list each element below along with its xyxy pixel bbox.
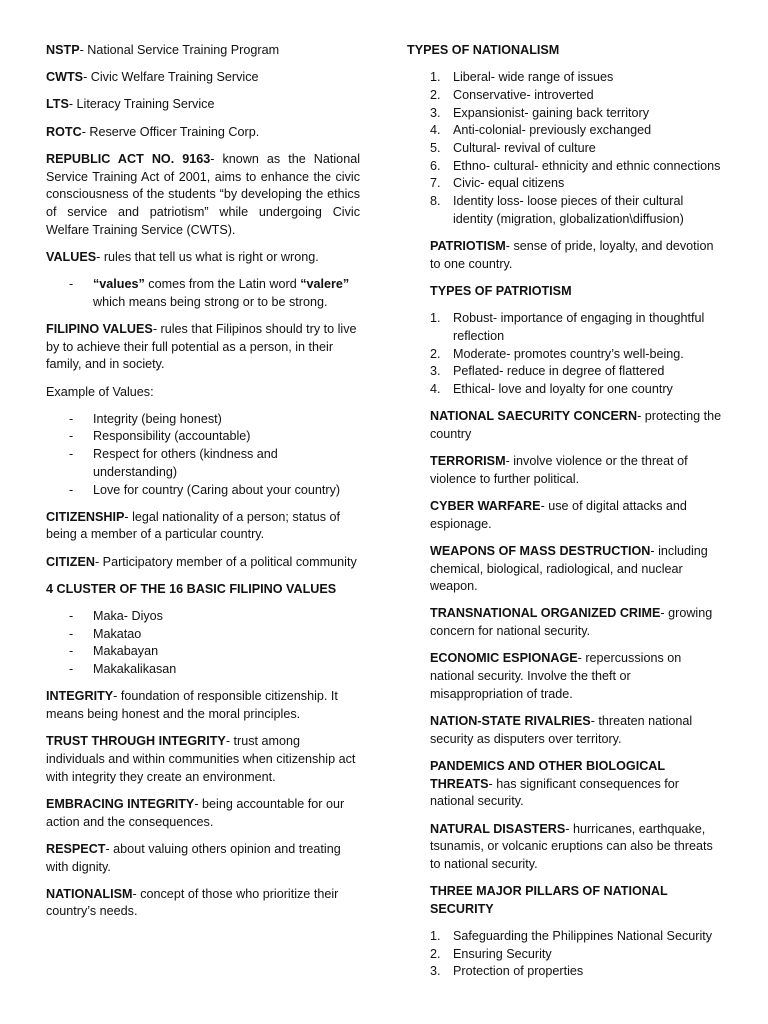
item-text: Safeguarding the Philippines National Security: [453, 929, 713, 944]
list-item: [430, 193, 722, 228]
definition-text: - threaten national security as disputers over territory.: [430, 714, 693, 746]
list-item: - Respect for others (kindness and understanding): [46, 446, 360, 481]
dash-list: [46, 608, 360, 679]
definition-citizen: [46, 554, 360, 572]
definition-text: - Literacy Training Service: [68, 97, 215, 112]
term: NATIONAL SAECURITY CONCERN: [430, 409, 638, 424]
item-text: Ethno- cultural- ethnicity and ethnic connections: [453, 158, 721, 173]
list-item: [46, 276, 360, 311]
term: ROTC: [46, 124, 82, 139]
definition-pandemics-and-other-biological-threats: [430, 758, 722, 811]
definition-lts: [46, 96, 360, 114]
list-item: [430, 87, 722, 105]
list-item: - Makatao: [46, 626, 360, 644]
bold-text: “valere”: [300, 277, 350, 292]
definition-text: - protecting the country: [430, 409, 722, 441]
term: CWTS: [46, 70, 84, 85]
list-item: [430, 310, 722, 345]
definition-text: - growing concern for national security.: [430, 606, 713, 639]
term: TRUST THROUGH INTEGRITY: [46, 734, 226, 749]
term: CITIZENSHIP: [46, 509, 125, 524]
definition-values: [46, 249, 360, 267]
list-item: [430, 928, 722, 946]
term: NSTP: [46, 43, 80, 57]
definition-national-saecurity-concern: [430, 408, 722, 443]
definition-text: - Civic Welfare Training Service: [83, 70, 259, 85]
definition-text: - Participatory member of a political community: [94, 554, 357, 569]
list-item: [430, 346, 722, 364]
term: CITIZEN: [46, 554, 95, 569]
bold-text: “values”: [93, 277, 145, 292]
definition-text: - about valuing others opinion and treating with dignity.: [46, 841, 341, 874]
term: CYBER WARFARE: [430, 498, 541, 513]
item-number: 2.: [430, 87, 441, 102]
numbered-list: [430, 69, 722, 228]
term: WEAPONS OF MASS DESTRUCTION: [430, 543, 651, 558]
list-item: [430, 69, 722, 87]
list-item: [430, 140, 722, 158]
numbered-list: [430, 928, 722, 981]
item-number: 1.: [430, 311, 441, 326]
term: INTEGRITY: [46, 689, 114, 704]
term: NATURAL DISASTERS: [430, 821, 566, 836]
definition-text: - known as the National Service Training Act of 2001, aims to enhance the civic consciousness of the students “by developing the ethics of service and patriotism” while undergoing Civic Welfare Training Service (CWTS).: [46, 151, 360, 237]
list-item: [430, 946, 722, 964]
list-item: [430, 122, 722, 140]
definition-text: - trust among individuals and within communities when citizenship act with integrity they create an environment.: [46, 734, 356, 784]
definition-text: - Reserve Officer Training Corp.: [81, 124, 260, 139]
item-text: Robust- importance of engaging in thoughtful reflection: [453, 311, 705, 343]
item-number: 8.: [430, 194, 441, 209]
list-item: [430, 963, 722, 981]
definition-text: - National Service Training Program: [79, 43, 280, 57]
definition-integrity: [46, 688, 360, 723]
list-item: - Makakalikasan: [46, 661, 360, 679]
list-item: - Integrity (being honest): [46, 411, 360, 429]
item-number: 3.: [430, 364, 441, 379]
term: LTS: [46, 97, 69, 112]
definition-text: - hurricanes, earthquake, tsunamis, or volcanic eruptions can also be threats to national security.: [430, 821, 713, 871]
text: comes from the Latin word: [144, 277, 301, 292]
definition-republic-act-no-9163: [46, 151, 360, 240]
right-column: [407, 42, 722, 991]
definition-cwts: [46, 69, 360, 87]
definition-text: - involve violence or the threat of violence to further political.: [430, 454, 688, 486]
term: ECONOMIC ESPIONAGE: [430, 651, 578, 666]
definition-text: - legal nationality of a person; status of being a member of a particular country.: [46, 509, 340, 542]
definition-nstp: [46, 42, 360, 60]
section-heading: 4 CLUSTER OF THE 16 BASIC FILIPINO VALUES: [46, 581, 337, 596]
item-text: Peflated- reduce in degree of flattered: [453, 364, 665, 379]
section-heading: TYPES OF NATIONALISM: [407, 43, 560, 57]
list-item: - Love for country (Caring about your country): [46, 482, 360, 500]
item-number: 3.: [430, 964, 441, 979]
paragraph: Example of Values:: [46, 384, 154, 399]
term: VALUES: [46, 249, 97, 264]
item-number: 4.: [430, 123, 441, 138]
definition-text: - concept of those who prioritize their country’s needs.: [46, 886, 339, 919]
item-text: Protection of properties: [453, 964, 584, 979]
item-number: 4.: [430, 381, 441, 396]
term: PATRIOTISM: [430, 239, 506, 254]
list-item: [430, 158, 722, 176]
definition-text: - has significant consequences for national security.: [430, 776, 679, 809]
term: RESPECT: [46, 841, 106, 856]
definition-nation-state-rivalries: [430, 713, 722, 748]
item-number: 2.: [430, 946, 441, 961]
definition-text: - being accountable for our action and the consequences.: [46, 796, 345, 829]
definition-respect: [46, 841, 360, 876]
item-text: Identity loss- loose pieces of their cultural identity (migration, globalization\diffusion): [453, 194, 684, 226]
item-number: 5.: [430, 141, 441, 156]
definition-patriotism: [430, 238, 722, 273]
item-text: Conservative- introverted: [453, 87, 594, 102]
term: TERRORISM: [430, 454, 506, 469]
item-number: 6.: [430, 158, 441, 173]
numbered-list: [430, 310, 722, 399]
section-heading: TYPES OF PATRIOTISM: [430, 283, 572, 298]
list-item: - Responsibility (accountable): [46, 428, 360, 446]
term: REPUBLIC ACT NO. 9163: [46, 151, 211, 166]
term: NATIONALISM: [46, 886, 133, 901]
definition-economic-espionage: [430, 650, 722, 703]
item-number: 7.: [430, 176, 441, 191]
term: NATION-STATE RIVALRIES: [430, 714, 591, 728]
item-text: Ethical- love and loyalty for one country: [453, 381, 673, 396]
definition-natural-disasters: [430, 821, 722, 874]
list-item: [430, 175, 722, 193]
definition-transnational-organized-crime: [430, 605, 722, 640]
item-number: 1.: [430, 929, 441, 944]
term: TRANSNATIONAL ORGANIZED CRIME: [430, 606, 661, 621]
definition-filipino-values: [46, 321, 360, 374]
definition-embracing-integrity: [46, 796, 360, 831]
section-heading: THREE MAJOR PILLARS OF NATIONAL SECURITY: [430, 884, 668, 916]
item-text: Anti-colonial- previously exchanged: [453, 123, 652, 138]
text: which means being strong or to be strong.: [93, 294, 328, 309]
definition-cyber-warfare: [430, 498, 722, 533]
term: PANDEMICS AND OTHER BIOLOGICAL THREATS: [430, 758, 665, 791]
definition-weapons-of-mass-destruction: [430, 543, 722, 596]
item-text: Expansionist- gaining back territory: [453, 105, 649, 120]
definition-text: - rules that tell us what is right or wrong.: [96, 249, 319, 264]
list-item: [430, 381, 722, 399]
definition-trust-through-integrity: [46, 733, 360, 786]
item-text: Cultural- revival of culture: [453, 141, 596, 156]
definition-text: - repercussions on national security. Involve the theft or misappropriation of trade.: [430, 651, 682, 701]
dash-list: [46, 276, 360, 311]
definition-terrorism: [430, 453, 722, 488]
term: FILIPINO VALUES: [46, 321, 153, 336]
item-text: Liberal- wide range of issues: [453, 70, 614, 85]
list-item: - Maka- Diyos: [46, 608, 360, 626]
list-item: [430, 363, 722, 381]
definition-text: - including chemical, biological, radiological, and nuclear weapon.: [430, 543, 708, 594]
definition-nationalism: [46, 886, 360, 921]
term: EMBRACING INTEGRITY: [46, 796, 195, 811]
item-text: Civic- equal citizens: [453, 176, 565, 191]
definition-text: - use of digital attacks and espionage.: [430, 498, 687, 531]
definition-rotc: [46, 124, 360, 142]
item-number: 3.: [430, 105, 441, 120]
definition-text: - foundation of responsible citizenship. It means being honest and the moral principles.: [46, 689, 338, 722]
item-text: Moderate- promotes country’s well-being.: [453, 346, 684, 361]
dash-list: [46, 411, 360, 500]
item-number: 1.: [430, 70, 441, 85]
list-item: - Makabayan: [46, 643, 360, 661]
definition-citizenship: [46, 509, 360, 544]
item-text: Ensuring Security: [453, 946, 552, 961]
definition-text: - sense of pride, loyalty, and devotion to one country.: [430, 239, 714, 271]
left-column: [46, 42, 360, 931]
item-number: 2.: [430, 346, 441, 361]
list-item: [430, 105, 722, 123]
definition-text: - rules that Filipinos should try to live by to achieve their full potential as a person, in their family, and in society.: [46, 321, 357, 372]
